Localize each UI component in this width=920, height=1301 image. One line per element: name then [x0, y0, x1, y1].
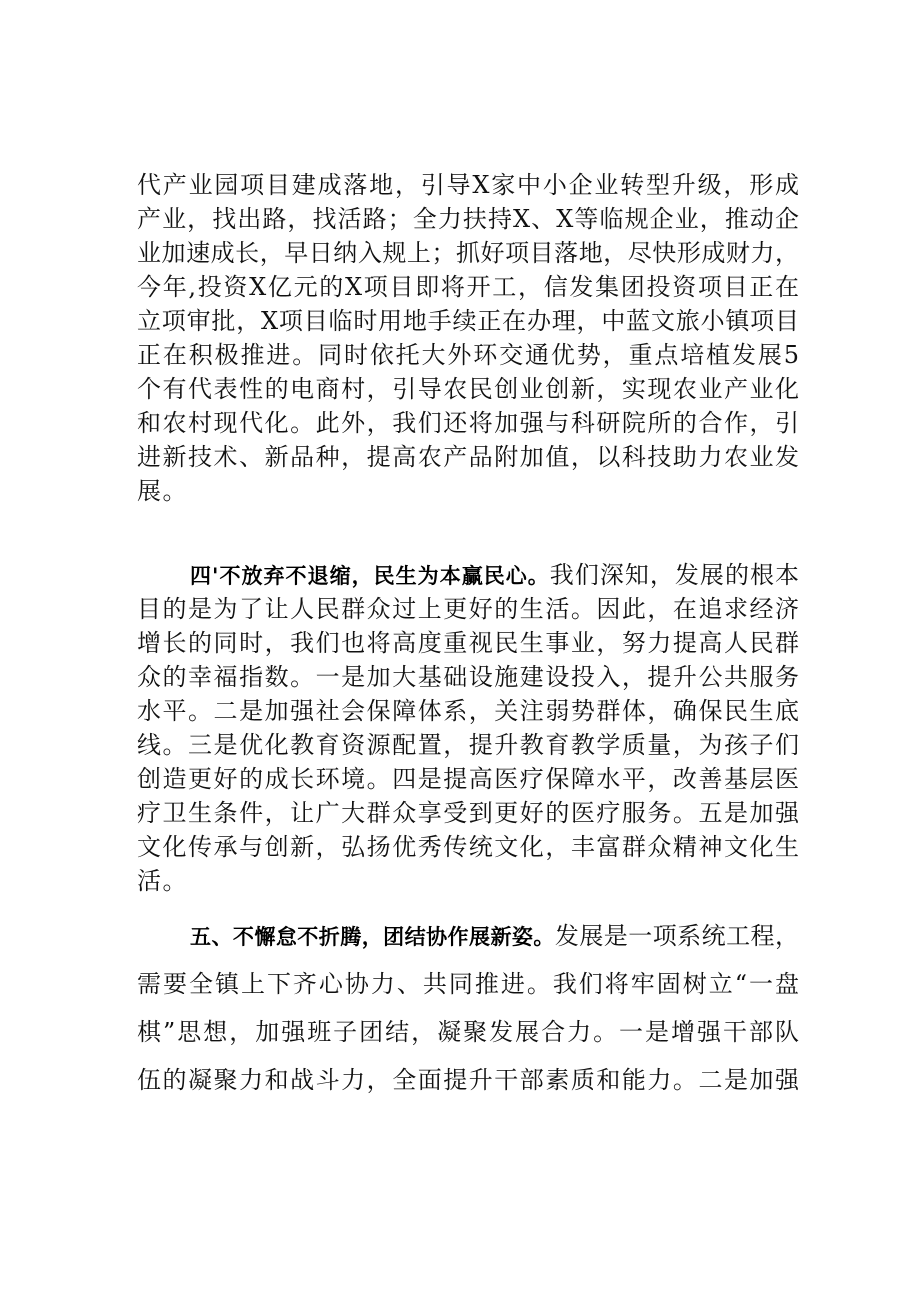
paragraph-livelihood [137, 558, 799, 898]
text-line: 业加速成长，早日纳入规上；抓好项目落地，尽快形成财力， [137, 239, 799, 267]
paragraph-heading: 四'不放弃不退缩，民生为本赢民心。 [190, 564, 550, 588]
text-line: 和农村现代化。此外，我们还将加强与科研院所的合作，引 [137, 409, 799, 437]
text-line: 立项审批，X项目临时用地手续正在办理，中蓝文旅小镇项目 [137, 307, 799, 335]
paragraph-heading: 五、不懈怠不折腾，团结协作展新姿。 [190, 925, 555, 949]
paragraph-first-line [137, 912, 799, 960]
text-line: 活。 [137, 867, 188, 895]
text-line: 棋”思想，加强班子团结，凝聚发展合力。一是增强干部队 [137, 1018, 799, 1046]
text-line: 线。三是优化教育资源配置，提升教育教学质量，为孩子们 [137, 731, 799, 759]
text-line: 进新技术、新品种，提高农产品附加值，以科技助力农业发 [137, 443, 799, 471]
text-line: 疗卫生条件，让广大群众享受到更好的医疗服务。五是加强 [137, 799, 799, 827]
text-line: 水平。二是加强社会保障体系，关注弱势群体，确保民生底 [137, 697, 799, 725]
text-line: 展。 [137, 477, 188, 505]
text-line: 产业，找出路，找活路；全力扶持X、X等临规企业，推动企 [137, 205, 799, 233]
text-line: 需要全镇上下齐心协力、共同推进。我们将牢固树立“一盘 [137, 970, 799, 998]
text-line: 目的是为了让人民群众过上更好的生活。因此，在追求经济 [137, 595, 799, 623]
text-line: 个有代表性的电商村，引导农民创业创新，实现农业产业化 [137, 375, 799, 403]
text-line: 代产业园项目建成落地，引导X家中小企业转型升级，形成 [137, 171, 799, 199]
paragraph-text: 发展是一项系统工程， [554, 922, 799, 950]
paragraph-text: 我们深知，发展的根本 [549, 561, 799, 589]
paragraph-unity [137, 912, 799, 1104]
text-line: 众的幸福指数。一是加大基础设施建设投入，提升公共服务 [137, 663, 799, 691]
text-line: 今年,投资X亿元的X项目即将开工，信发集团投资项目正在 [137, 273, 799, 301]
paragraph-first-line [137, 558, 799, 592]
text-line: 创造更好的成长环境。四是提高医疗保障水平，改善基层医 [137, 765, 799, 793]
text-line: 伍的凝聚力和战斗力，全面提升干部素质和能力。二是加强 [137, 1066, 799, 1094]
text-line: 文化传承与创新，弘扬优秀传统文化，丰富群众精神文化生 [137, 833, 799, 861]
text-line: 正在积极推进。同时依托大外环交通优势，重点培植发展5 [137, 341, 799, 369]
paragraph-industry [137, 168, 799, 508]
text-line: 增长的同时，我们也将高度重视民生事业，努力提高人民群 [137, 629, 799, 657]
